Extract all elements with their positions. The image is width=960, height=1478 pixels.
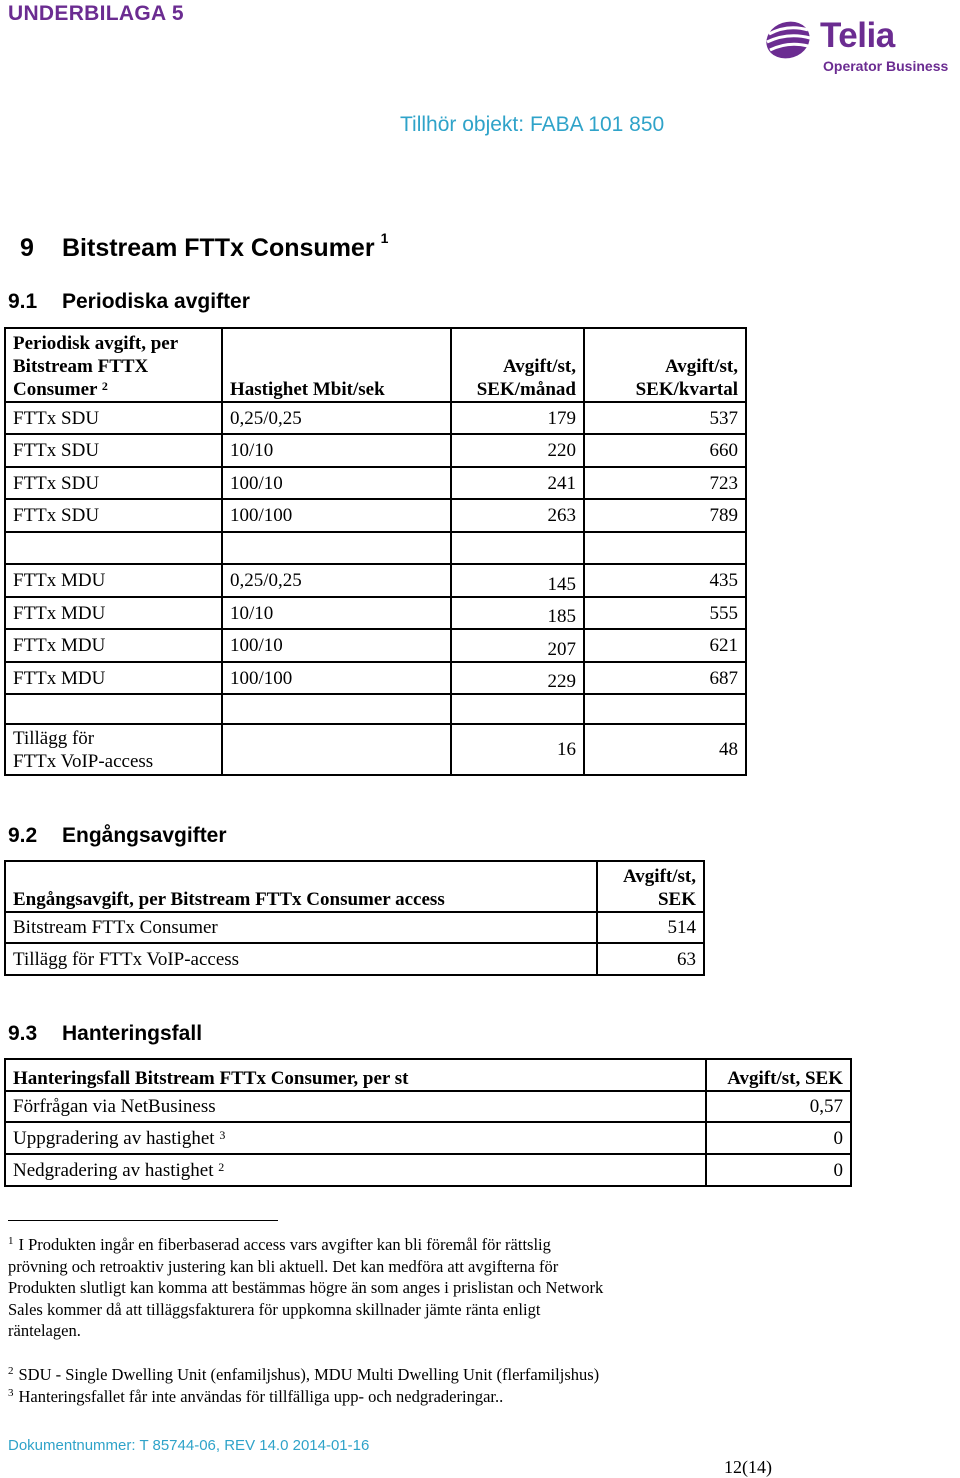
spacer-row [5, 532, 746, 564]
one-time-fees-table [4, 860, 705, 976]
section-number: 9.3 [8, 1022, 38, 1045]
table-row: FTTx SDU 0,25/0,25 179 537 [5, 402, 746, 434]
telia-logo [762, 12, 957, 78]
header-monthly: Avgift/st, SEK/månad [451, 328, 584, 402]
section-title: Engångsavgifter [62, 824, 227, 847]
table-row: FTTx SDU 10/10 220 660 [5, 434, 746, 467]
header-product: Periodisk avgift, per Bitstream FTTX Consumer $^2$ [5, 328, 222, 402]
page-number: 12(14) [724, 1457, 772, 1477]
table-header-row [5, 328, 746, 402]
footnote-ref: 2 [101, 379, 108, 393]
voip-label: Tillägg för FTTx VoIP-access [5, 724, 222, 775]
document-number: Dokumentnummer: T 85744-06, REV 14.0 2014-01-16 [8, 1437, 370, 1454]
table-row: FTTx SDU 100/100 263 789 [5, 499, 746, 532]
table-row: Nedgradering av hastighet $^2$ 0 [5, 1154, 851, 1186]
table-row: FTTx MDU 100/10 207 621 [5, 629, 746, 662]
telia-pebble-icon [762, 14, 814, 66]
table-row: Förfrågan via NetBusiness 0,57 [5, 1091, 851, 1122]
spacer-row [5, 694, 746, 724]
footnote-mark: 2 [8, 1365, 14, 1377]
attachment-label: UNDERBILAGA 5 [8, 2, 184, 25]
section-heading-9-3 [8, 1022, 202, 1046]
footnote-ref: 1 [380, 230, 389, 246]
header-fee: Avgift/st, SEK [706, 1059, 851, 1091]
header-quarterly: Avgift/st, SEK/kvartal [584, 328, 746, 402]
header-description: Engångsavgift, per Bitstream FTTx Consumer access [5, 861, 597, 912]
handling-fees-table [4, 1058, 852, 1187]
table-row: Tillägg för FTTx VoIP-access 16 48 [5, 724, 746, 775]
table-header-row [5, 1059, 851, 1091]
table-row: FTTx SDU 100/10 241 723 [5, 467, 746, 499]
periodic-fees-table [4, 327, 747, 776]
section-heading-9-2 [8, 824, 227, 848]
header-description: Hanteringsfall Bitstream FTTx Consumer, per st [5, 1059, 706, 1091]
object-reference: Tillhör objekt: FABA 101 850 [400, 113, 665, 136]
section-number: 9.1 [8, 290, 38, 313]
table-row: FTTx MDU 10/10 185 555 [5, 597, 746, 629]
footnote-mark: 3 [8, 1387, 14, 1399]
section-title: Hanteringsfall [62, 1022, 203, 1045]
footnote-separator [8, 1220, 278, 1221]
footnote-1: $^1$ I Produkten ingår en fiberbaserad access vars avgifter kan bli föremål för rättslig prövning och retroaktiv justering kan bli aktuell. Det kan medföra att avgifterna för Produkten slutligt kan komma att bestämmas högre än som anges i prislistan och Network Sales kommer då att tilläggsfakturera för uppkomna skillnader jämte ränta enligt räntelagen. [8, 1235, 604, 1340]
section-number: 9 [20, 234, 34, 262]
header-fee: Avgift/st, SEK [597, 861, 704, 912]
table-row: FTTx MDU 0,25/0,25 145 435 [5, 564, 746, 597]
table-row: Bitstream FTTx Consumer 514 [5, 912, 704, 943]
header-speed: Hastighet Mbit/sek [222, 328, 451, 402]
table-row: Tillägg för FTTx VoIP-access 63 [5, 943, 704, 975]
section-heading-9 [20, 230, 389, 263]
section-title: Periodiska avgifter [62, 290, 250, 313]
section-heading-9-1 [8, 290, 250, 314]
table-row: FTTx MDU 100/100 229 687 [5, 662, 746, 694]
footnote-ref: 2 [218, 1159, 225, 1174]
footnote-3: $^3$ Hanteringsfallet får inte användas för tillfälliga upp- och nedgraderingar.. [8, 1387, 504, 1406]
table-header-row [5, 861, 704, 912]
footnote-ref: 3 [219, 1127, 226, 1142]
section-number: 9.2 [8, 824, 38, 847]
footnote-mark: 1 [8, 1235, 14, 1247]
brand-name: Telia [820, 16, 895, 55]
section-title: Bitstream FTTx Consumer [62, 234, 375, 262]
brand-subtitle: Operator Business [823, 58, 949, 74]
footnote-2: $^2$ SDU - Single Dwelling Unit (enfamiljshus), MDU Multi Dwelling Unit (flerfamiljshus) [8, 1365, 600, 1384]
table-row: Uppgradering av hastighet $^3$ 0 [5, 1122, 851, 1154]
